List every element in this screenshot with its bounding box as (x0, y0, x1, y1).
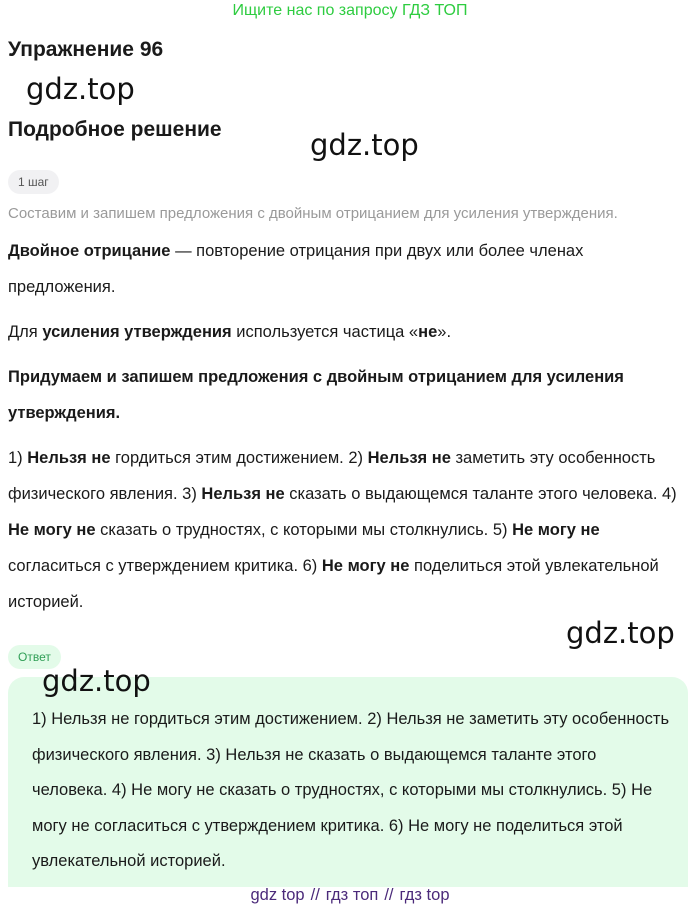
footer-link[interactable]: гдз top (399, 886, 450, 904)
footer-separator: // (310, 886, 320, 904)
sentence: 2) Нельзя не заметить эту особенность физического явления. (8, 449, 656, 503)
watermark: gdz.top (566, 616, 675, 650)
exercise-title: Упражнение 96 (8, 38, 164, 61)
watermark: gdz.top (310, 128, 419, 162)
step-description: Составим и запишем предложения с двойным отрицанием для усиления утверждения. (8, 205, 618, 222)
step-badge: 1 шаг (8, 170, 59, 194)
definition-term: Двойное отрицание (8, 242, 171, 260)
sentences-paragraph (8, 440, 690, 620)
particle-prefix: Для (8, 323, 43, 341)
answer-text: 1) Нельзя не гордиться этим достижением. 2) Нельзя не заметить эту особенность физического явления. 3) Нельзя не сказать о выдающемся таланте этого человека. 4) Не могу не сказать о трудностях, с которыми мы столкнулись. 5) Не могу не согласиться с утверждением критика. 6) Не могу не поделиться этой увлекательной историей. (32, 710, 670, 870)
search-banner: Ищите нас по запросу ГДЗ ТОП (232, 2, 468, 19)
particle-word: не (418, 323, 438, 341)
watermark: gdz.top (42, 664, 151, 698)
watermark: gdz.top (26, 72, 135, 106)
footer-links (0, 886, 700, 905)
sentence: 1) Нельзя не гордиться этим достижением. (8, 449, 349, 467)
definition-text: — повторение отрицания при двух или более членах предложения. (8, 242, 584, 296)
footer-link[interactable]: gdz top (250, 886, 305, 904)
sentence: 6) Не могу не поделиться этой увлекательной историей. (8, 557, 659, 611)
answer-badge: Ответ (8, 645, 61, 669)
particle-paragraph (8, 314, 690, 350)
definition-paragraph (8, 233, 690, 305)
section-title: Подробное решение (8, 118, 222, 141)
sentence: 4) Не могу не сказать о трудностях, с которыми мы столкнулись. (8, 485, 677, 539)
particle-bold: усиления утверждения (42, 323, 232, 341)
footer-link[interactable]: гдз топ (325, 886, 379, 904)
particle-middle: используется частица « (231, 323, 419, 341)
particle-suffix: ». (437, 323, 452, 341)
task-paragraph: Придумаем и запишем предложения с двойным отрицанием для усиления утверждения. (8, 368, 624, 422)
footer-separator: // (384, 886, 394, 904)
sentence: 3) Нельзя не сказать о выдающемся таланте этого человека. (182, 485, 662, 503)
sentence: 5) Не могу не согласиться с утверждением критика. (8, 521, 600, 575)
